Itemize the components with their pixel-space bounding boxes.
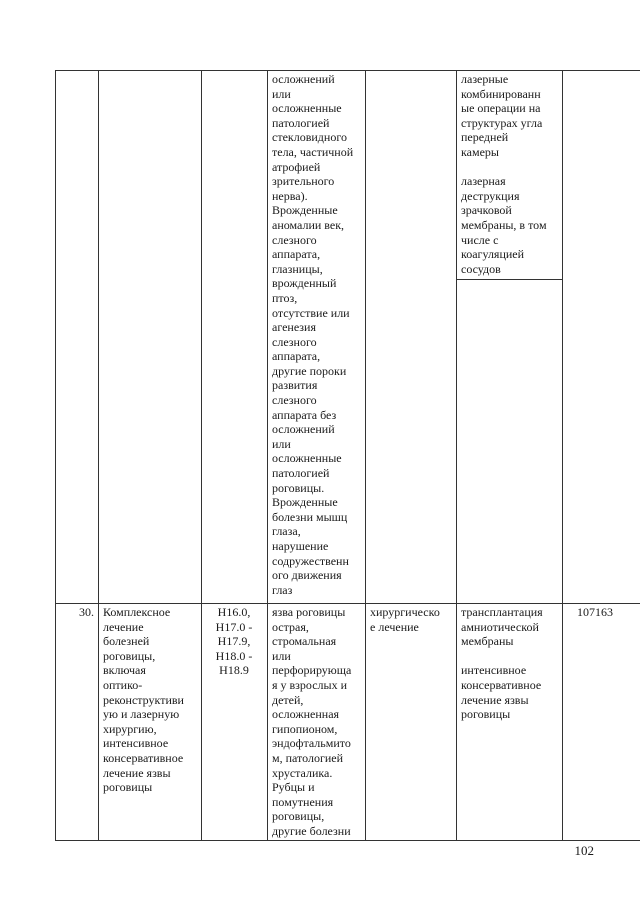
prev-row-method-cell: лазерные комбинированн ые операции на структурах угла передней камеры лазерная деструкция зрачковой мембраны, в том числе с коагуляцией сосудов [461,72,547,276]
prev-row-diagnosis-cell: осложнений или осложненные патологией стекловидного тела, частичной атрофией зрительного нерва). Врожденные аномалии век, слезного аппарата, глазницы, врожденный птоз, отсутствие или агенезия слезного аппарата, другие пороки развития слезного аппарата без осложнений или осложненные патологией роговицы. Врожденные болезни мышц глаза, нарушение содружественн ого движения глаз [272,72,354,597]
treatment-method-cell: трансплантация амниотической мембраны интенсивное консервативное лечение язвы роговицы [461,605,543,722]
treatment-type-cell: хирургическо е лечение [370,605,440,634]
col-border-6 [456,70,457,841]
method-inner-divider [456,279,562,280]
row-divider [55,603,640,604]
col-border-1 [55,70,56,841]
col-border-3 [201,70,202,841]
col-border-7 [562,70,563,841]
icd-codes-cell: H16.0, H17.0 - H17.9, H18.0 - H18.9 [215,605,253,678]
table-bottom-border [55,840,640,841]
col-border-2 [98,70,99,841]
cost-cell: 107163 [577,605,613,619]
diagnosis-cell: язва роговицы острая, стромальная или перфорирующа я у взрослых и детей, осложненная гипопионом, эндофтальмито м, патологией хрусталика. Рубцы и помутнения роговицы, другие болезни [272,605,352,838]
col-border-4 [267,70,268,841]
page-number: 102 [574,843,594,858]
col-border-5 [365,70,366,841]
row-number-cell: 30. [79,605,94,619]
table-top-border [55,70,640,71]
treatment-name-cell: Комплексное лечение болезней роговицы, включая оптико- реконструктиви ую и лазерную хирургию, интенсивное консервативное лечение язвы роговицы [103,605,184,795]
